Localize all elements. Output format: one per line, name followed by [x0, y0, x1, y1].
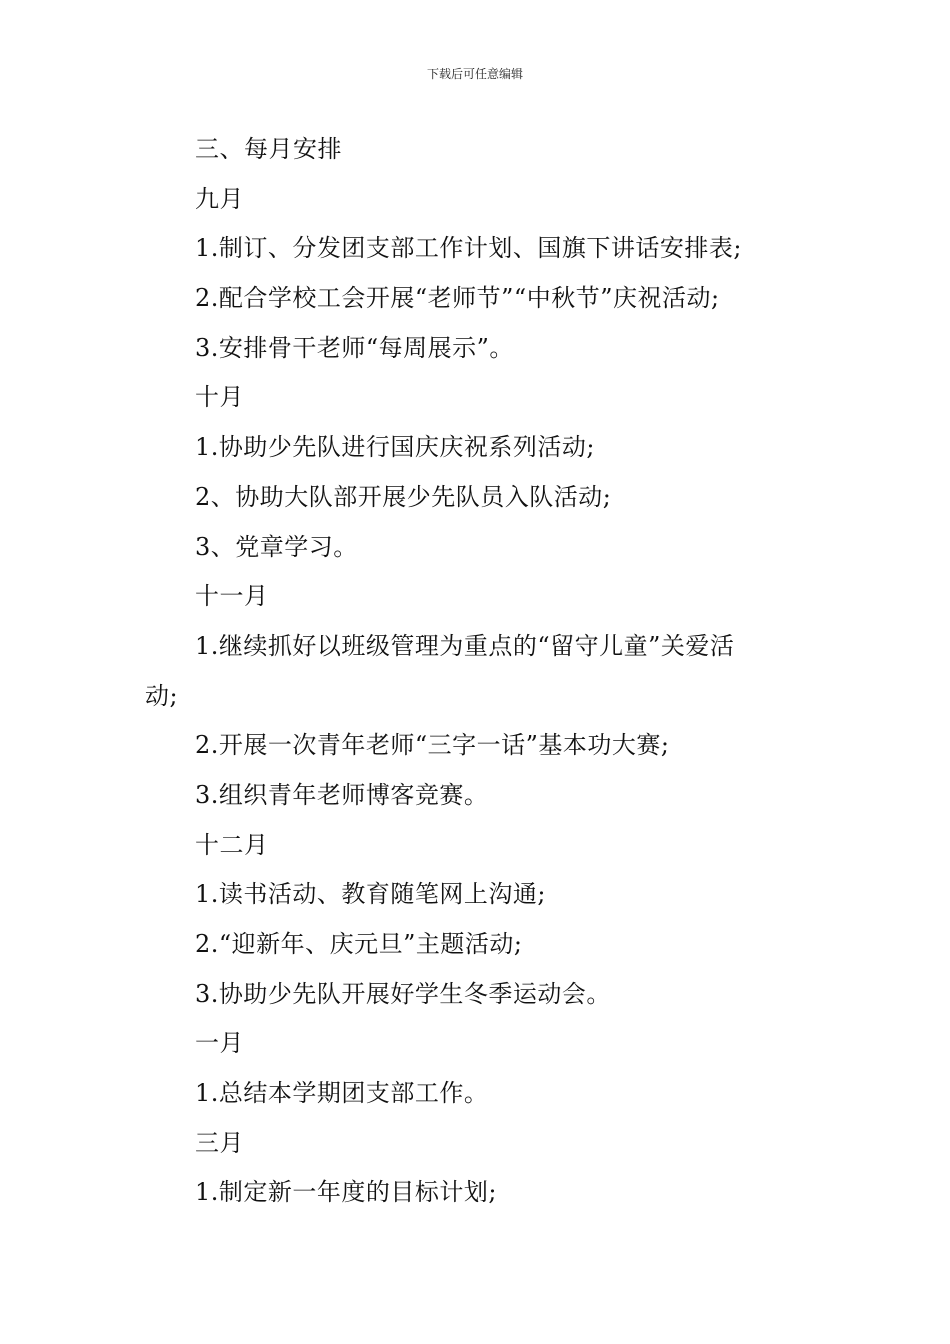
month-heading-october: 十月: [195, 383, 244, 412]
list-item: 1.总结本学期团支部工作。: [195, 1079, 489, 1108]
month-heading-march: 三月: [195, 1128, 244, 1157]
list-item: 3.协助少先队开展好学生冬季运动会。: [195, 979, 611, 1008]
page-header: 下载后可任意编辑: [426, 67, 523, 81]
month-heading-january: 一月: [195, 1029, 244, 1058]
list-item: 2.开展一次青年老师“三字一话”基本功大赛;: [195, 731, 670, 760]
section-heading: 三、每月安排: [195, 135, 342, 163]
document-body: [145, 125, 810, 1218]
list-item-continuation: 动;: [145, 681, 179, 710]
month-heading-december: 十二月: [195, 830, 269, 859]
list-item: 3、党章学习。: [195, 532, 358, 561]
list-item: 1.制订、分发团支部工作计划、国旗下讲话安排表;: [195, 234, 742, 263]
list-item: 3.组织青年老师博客竞赛。: [195, 780, 489, 809]
list-item: 2.“迎新年、庆元旦”主题活动;: [195, 930, 523, 958]
month-heading-november: 十一月: [195, 582, 269, 611]
list-item: 1.读书活动、教育随笔网上沟通;: [195, 880, 546, 909]
list-item: 1.制定新一年度的目标计划;: [195, 1178, 497, 1207]
list-item: 1.协助少先队进行国庆庆祝系列活动;: [195, 433, 595, 462]
list-item: 2.配合学校工会开展“老师节”“中秋节”庆祝活动;: [195, 284, 720, 313]
list-item: 1.继续抓好以班级管理为重点的“留守儿童”关爱活: [195, 631, 735, 660]
month-heading-september: 九月: [195, 184, 244, 213]
list-item: 3.安排骨干老师“每周展示”。: [195, 333, 514, 362]
list-item: 2、协助大队部开展少先队员入队活动;: [195, 482, 612, 511]
